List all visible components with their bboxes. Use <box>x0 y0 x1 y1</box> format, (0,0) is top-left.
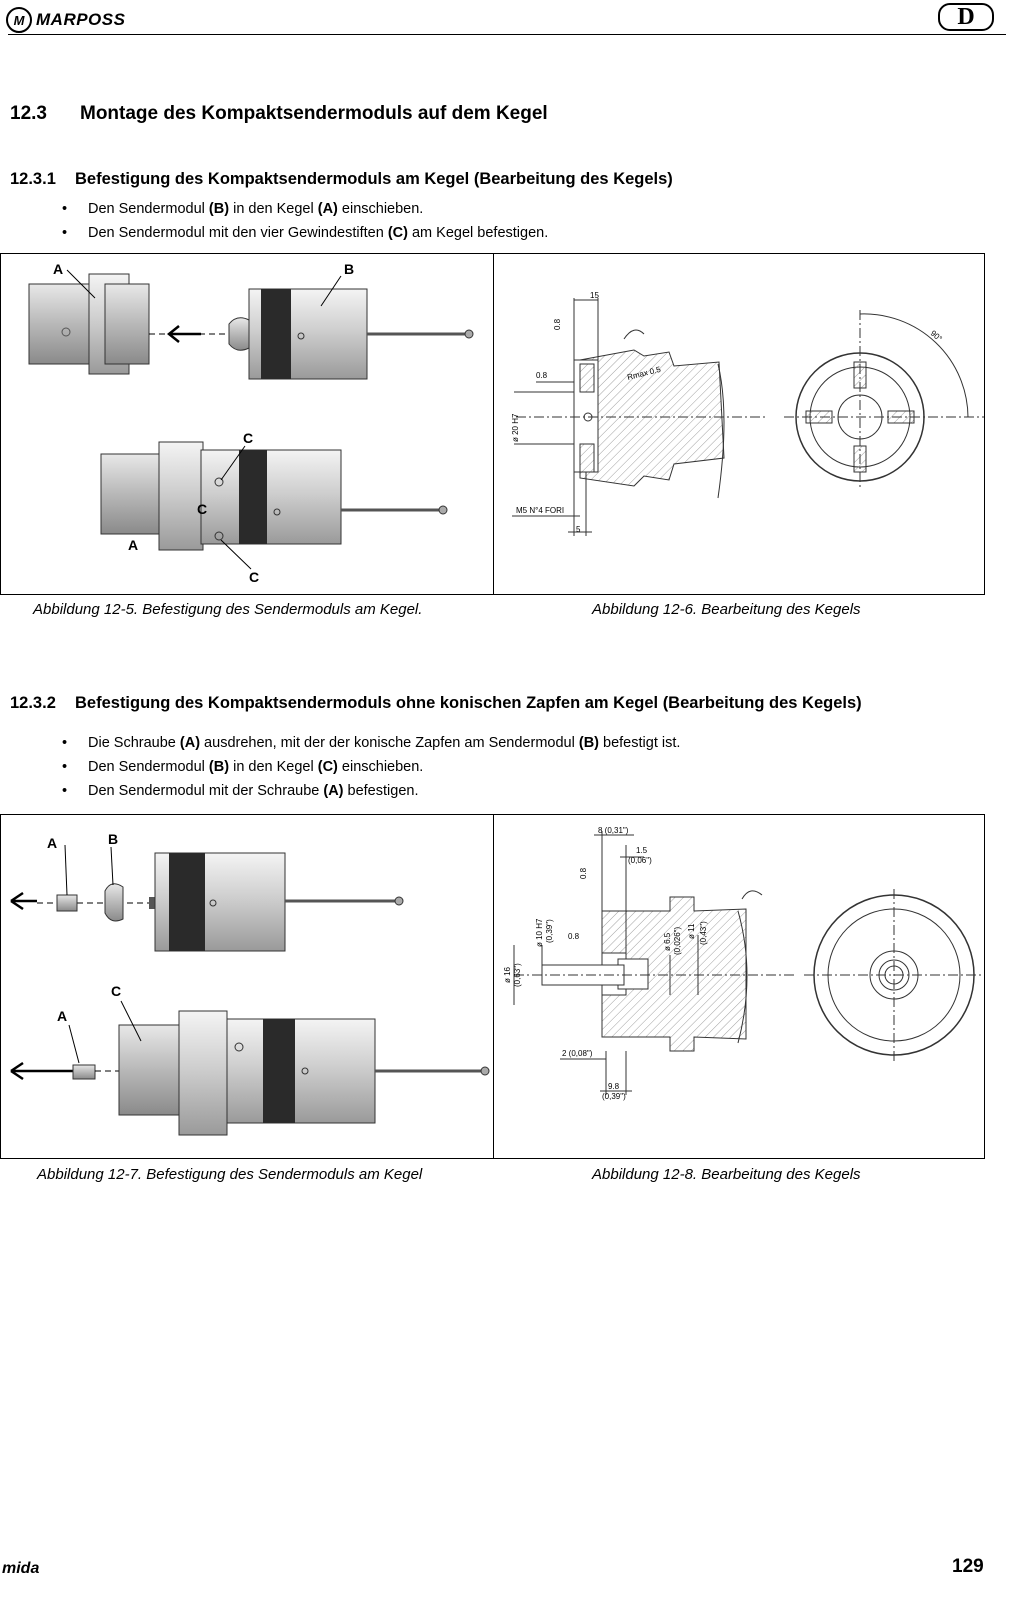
dim-text: (0,026") <box>673 926 682 955</box>
dim-text: ø 10 H7 <box>535 918 544 947</box>
subsection-number: 12.3.2 <box>10 694 56 712</box>
label-a: A <box>128 537 139 553</box>
section-number: 12.3 <box>10 103 47 124</box>
dim-text: 0.8 <box>553 318 562 330</box>
label-c: C <box>197 501 208 517</box>
figure-12-6-drawing <box>494 254 984 594</box>
bullet-icon: • <box>62 759 68 775</box>
dim-text: (0,39") <box>545 919 554 943</box>
dim-text: (0,39") <box>602 1092 626 1101</box>
subsection-title: Befestigung des Kompaktsendermoduls ohne konischen Zapfen am Kegel (Bearbeitung des Kegels) <box>75 694 862 712</box>
figure-12-8-frame <box>493 814 985 1159</box>
label-c: C <box>249 569 260 585</box>
figure-12-6-frame <box>493 253 985 595</box>
figure-12-5-frame <box>0 253 494 595</box>
dim-text: ø 16 <box>503 966 512 983</box>
figure-12-8-drawing <box>494 815 984 1158</box>
assembly-view <box>101 442 447 550</box>
dim-text: 8 (0,31") <box>598 826 629 835</box>
dim-text: 0.8 <box>579 867 588 879</box>
section-title: Montage des Kompaktsendermoduls auf dem Kegel <box>80 103 548 124</box>
figure-caption: Abbildung 12-8. Bearbeitung des Kegels <box>592 1166 861 1183</box>
dim-text: ø 11 <box>687 923 696 939</box>
dim-text: 90° <box>928 328 944 344</box>
dim-text: (0,63") <box>513 963 522 987</box>
bullet-icon: • <box>62 201 68 217</box>
tool-holder-a <box>29 274 149 374</box>
label-c: C <box>111 983 122 999</box>
dim-text: 5 <box>576 525 581 534</box>
dim-text: Rmax 0.5 <box>626 364 662 382</box>
figure-caption: Abbildung 12-6. Bearbeitung des Kegels <box>592 601 861 618</box>
figure-caption: Abbildung 12-5. Befestigung des Sendermoduls am Kegel. <box>33 601 423 618</box>
label-c: C <box>243 430 254 446</box>
figure-12-7-frame <box>0 814 494 1159</box>
bullet-icon: • <box>62 735 68 751</box>
dim-text: 15 <box>590 291 599 300</box>
marposs-logo <box>6 6 125 34</box>
label-b: B <box>344 261 355 277</box>
label-a: A <box>57 1008 68 1024</box>
dim-text: (0,06") <box>628 856 652 865</box>
figure-caption: Abbildung 12-7. Befestigung des Sendermoduls am Kegel <box>37 1166 423 1183</box>
subsection-title: Befestigung des Kompaktsendermoduls am Kegel (Bearbeitung des Kegels) <box>75 170 673 188</box>
page-number: 129 <box>952 1556 984 1577</box>
dim-text: M5 N°4 FORI <box>516 506 565 515</box>
label-b: B <box>108 831 119 847</box>
dim-text: 0.8 <box>568 932 580 941</box>
dim-text: 9.8 <box>608 1082 620 1091</box>
header-divider <box>8 34 1006 35</box>
label-a: A <box>53 261 64 277</box>
logo-text: MARPOSS <box>36 10 126 29</box>
language-badge: D <box>938 3 994 31</box>
transmitter-module-b <box>249 289 473 379</box>
label-a: A <box>47 835 58 851</box>
dim-text: 1.5 <box>636 846 648 855</box>
dim-text: ø 20 H7 <box>511 413 520 442</box>
figure-12-7-illustration <box>1 815 493 1158</box>
dim-text: 2 (0,08") <box>562 1049 593 1058</box>
subsection-number: 12.3.1 <box>10 170 56 188</box>
bullet-icon: • <box>62 783 68 799</box>
dim-text: 0.8 <box>536 371 548 380</box>
dim-text: ø 6.5 <box>663 932 672 951</box>
bullet-icon: • <box>62 225 68 241</box>
figure-12-5-illustration <box>1 254 493 594</box>
footer-product-name: mida <box>2 1560 40 1577</box>
marposs-logo-icon: M <box>6 7 32 33</box>
dim-text: (0,43") <box>699 921 708 945</box>
